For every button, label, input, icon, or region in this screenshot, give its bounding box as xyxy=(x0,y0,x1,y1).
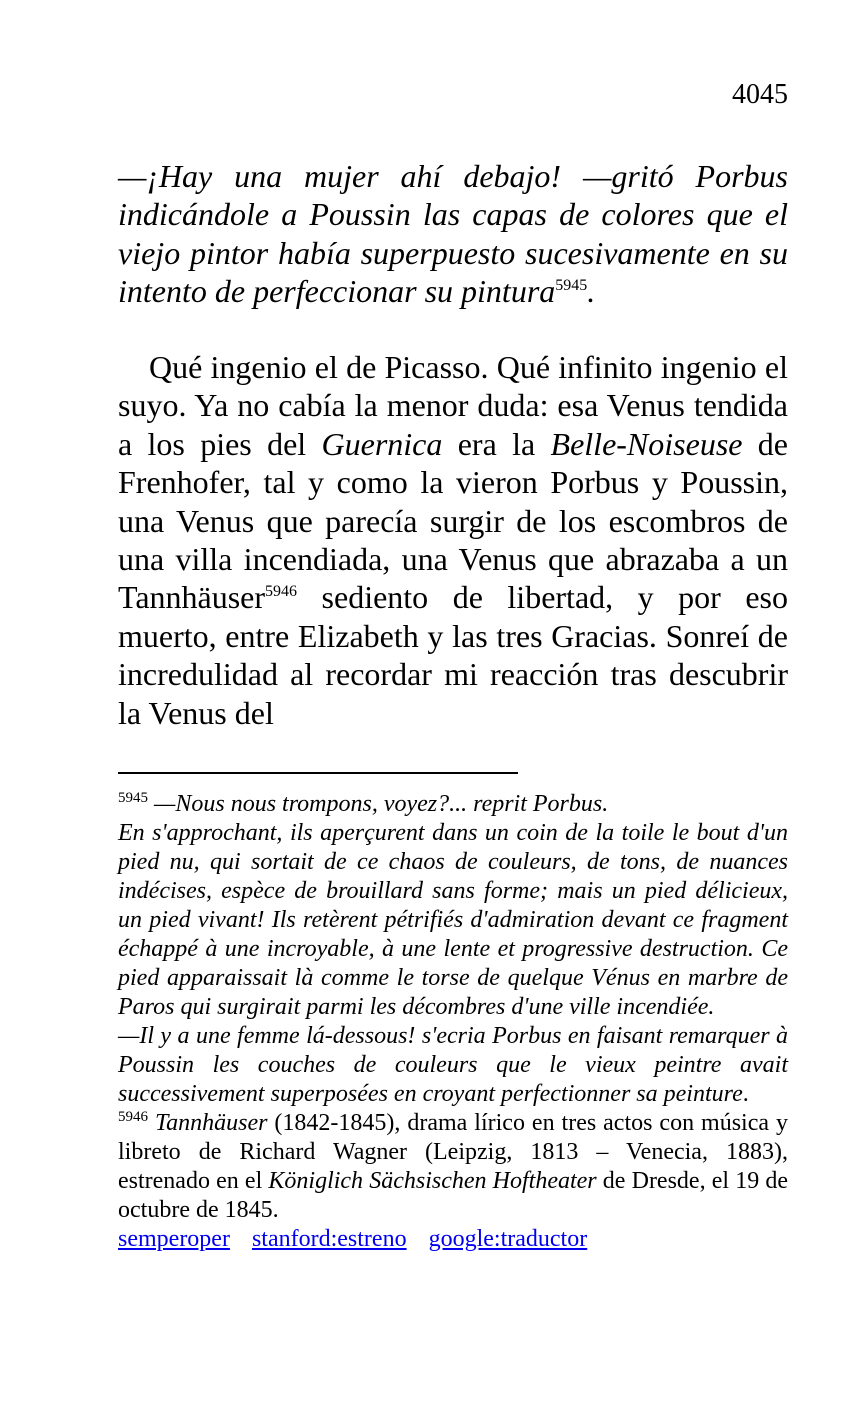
page-number: 4045 xyxy=(732,79,788,110)
footnote-5946 xyxy=(118,1109,788,1225)
footnote-5946-title: Tannhäuser xyxy=(154,1110,268,1136)
link-stanford-estreno[interactable]: stanford:estreno xyxy=(251,1226,407,1252)
main-paragraph xyxy=(118,348,788,732)
footnote-5945-line1 xyxy=(118,790,788,819)
paragraph-part2: era la xyxy=(442,425,551,462)
paragraph-part4: sediento de libertad, y por eso muerto, entre Elizabeth y las tres Gracias. Sonreí de incredulidad al recordar mi reacción tras descubrir la Venus del xyxy=(118,579,788,731)
footnote-5945-para3-text: —Il y a une femme lá-dessous! s'ecria Porbus en faisant remarquer à Poussin les couches de couleurs que le vieux peintre avait successivement superposées en croyant perfectionner sa peinture xyxy=(118,1023,788,1107)
footnote-5946-text1: (1842-1845), drama lírico en tres actos con música y libreto de Richard Wagner (Leipzig, 1813 – Venecia, 1883), estrenado en el xyxy=(118,1110,788,1194)
footnote-5945-para3-end: . xyxy=(742,1081,749,1107)
footnote-5946-number: 5946 xyxy=(118,1109,148,1125)
footnote-5945-para2: En s'approchant, ils aperçurent dans un coin de la toile le bout d'un pied nu, qui sortait de ce chaos de couleurs, de tons, de nuances indécises, espèce de brouillard sans forme; mais un pied délicieux, un pied vivant! Ils retèrent pétrifiés d'admiration devant ce fragment échappé à une incroyable, à une lente et progressive destruction. Ce pied apparaissait là comme le torse de quelque Vénus en marbre de Paros qui surgirait parmi les décombres d'une ville incendiée. xyxy=(118,820,788,1020)
footnote-ref-5945[interactable]: 5945 xyxy=(555,277,588,295)
footnote-links xyxy=(118,1225,788,1254)
paragraph-part3: de Frenhofer, tal y como la vieron Porbus y Poussin, una Venus que parecía surgir de los escombros de una villa incendiada, una Venus que abrazaba a un Tannhäuser xyxy=(118,425,789,616)
paragraph-em-guernica: Guernica xyxy=(321,425,443,462)
link-semperoper[interactable]: semperoper xyxy=(118,1226,230,1252)
paragraph-part1: Qué ingenio el de Picasso. Qué infinito ingenio el suyo. Ya no cabía la menor duda: esa Venus tendida a los pies del xyxy=(118,349,788,462)
footnote-5945-line1-text: —Nous nous trompons, voyez?... reprit Porbus. xyxy=(148,791,609,817)
footnote-5945-number: 5945 xyxy=(118,790,148,806)
quote-end: . xyxy=(587,273,596,310)
footnote-5946-text2: de Dresde, el 19 de octubre de 1845. xyxy=(118,1168,789,1223)
footnote-5945-para3 xyxy=(118,1022,788,1109)
paragraph-em-belle-noiseuse: Belle-Noiseuse xyxy=(550,425,743,462)
quote-text: —¡Hay una mujer ahí debajo! —gritó Porbus indicándole a Poussin las capas de colores que el viejo pintor había superpuesto sucesivamente en su intento de perfeccionar su pintura xyxy=(118,158,788,310)
footnote-5946-venue: Königlich Sächsischen Hoftheater xyxy=(268,1168,597,1194)
quote-paragraph xyxy=(118,157,788,311)
link-google-traductor[interactable]: google:traductor xyxy=(428,1226,588,1252)
footnote-separator xyxy=(118,772,518,774)
footnotes xyxy=(118,790,788,1254)
footnote-ref-5946[interactable]: 5946 xyxy=(265,583,298,601)
